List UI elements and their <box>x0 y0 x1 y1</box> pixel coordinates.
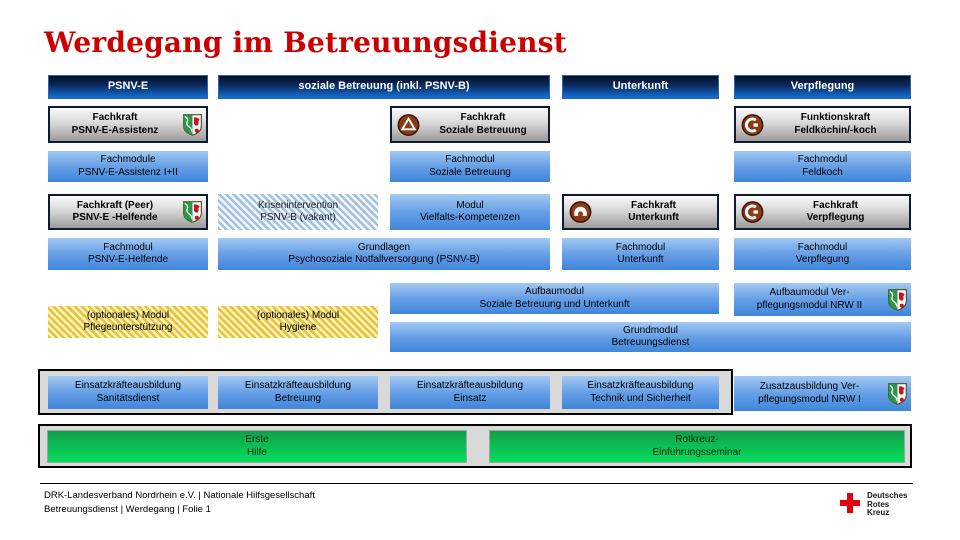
box-eka-technik-und-sicherheit <box>562 376 719 409</box>
box-line-2: Vielfalts-Kompetenzen <box>420 212 520 223</box>
box-line-1: Krisenintervention <box>257 199 339 211</box>
logo-word-3: Kreuz <box>867 508 890 518</box>
footer-line-1: DRK-Landesverband Nordrhein e.V. | Nationale Hilfsgesellschaft <box>44 490 315 501</box>
box-fachmodul-soziale-betreuung <box>390 151 550 182</box>
nrw-coat-of-arms-icon <box>888 289 907 311</box>
column-header-label: Unterkunft <box>612 80 669 93</box>
box-erste-hilfe <box>47 430 467 463</box>
box-fachmodul-verpflegung <box>734 238 911 270</box>
box-line-2: PSNV-B (vakant) <box>260 212 336 223</box>
box-label <box>390 286 719 311</box>
box-line-1: Fachkraft <box>460 112 506 123</box>
box-line-1: Grundlagen <box>357 241 411 253</box>
box-fachmodul-unterkunft <box>562 238 719 270</box>
box-line-2: Verpflegung <box>795 254 850 265</box>
box-modul-vielfalts-kompetenzen <box>390 194 550 230</box>
box-label <box>390 380 550 405</box>
box-line-1: Erste <box>245 434 269 445</box>
box-line-1: Fachkraft <box>92 112 138 123</box>
box-label <box>390 154 550 179</box>
box-line-2: Soziale Betreuung <box>439 124 527 136</box>
box-line-1: Fachmodule <box>100 154 156 165</box>
box-line-1: Fachmodul <box>103 241 153 253</box>
box-line-1: Fachmodul <box>797 154 848 165</box>
logo-word-2: Rotes <box>867 499 890 509</box>
box-label <box>390 325 911 350</box>
nrw-coat-of-arms-icon <box>183 201 202 223</box>
drk-logo <box>839 492 907 519</box>
box-label <box>48 380 208 405</box>
box-line-2: pflegungsmodul NRW I <box>758 393 861 405</box>
column-header-label: PSNV-E <box>107 80 149 93</box>
box-line-1: Modul <box>456 199 484 211</box>
unterkunft-shelter-badge-icon <box>569 201 592 224</box>
box-line-2: Hilfe <box>246 446 267 458</box>
box-label <box>734 154 911 179</box>
box-line-1: (optionales) Modul <box>256 309 340 321</box>
box-line-2: PSNV-E-Assistenz I+II <box>78 166 178 178</box>
box-line-1: Einsatzkräfteausbildung <box>74 380 182 391</box>
box-fachmodul-psnv-e-helfende <box>48 238 208 270</box>
betreuung-triangle-badge-icon <box>397 113 420 136</box>
box-line-1: Einsatzkräfteausbildung <box>416 380 524 391</box>
box-line-1: Grundmodul <box>622 324 679 336</box>
box-line-1: Fachmodul <box>445 154 495 165</box>
footer-divider <box>40 483 913 484</box>
box-label <box>218 200 378 225</box>
box-line-1: Zusatzausbildung Ver- <box>759 381 860 392</box>
box-label <box>762 200 909 225</box>
box-funktionskraft-feldkoechin <box>734 106 911 143</box>
box-aufbaumodul-verpflegungsmodul-nrw-2 <box>734 283 911 316</box>
box-label <box>734 242 911 267</box>
column-header-label: Verpflegung <box>790 80 855 93</box>
box-fachkraft-unterkunft <box>562 194 719 230</box>
box-label <box>50 112 180 137</box>
box-line-1: Rotkreuz- <box>675 434 719 445</box>
box-line-1: Fachkraft (Peer) <box>76 199 154 211</box>
box-label <box>48 154 208 179</box>
box-fachkraft-peer-psnv-e-helfende <box>48 194 208 230</box>
column-header-unterkunft <box>562 75 719 99</box>
box-line-2: Feldköchin/-koch <box>794 124 877 136</box>
box-label <box>490 434 904 459</box>
column-header-verpflegung <box>734 75 911 99</box>
box-line-1: Einsatzkräfteausbildung <box>587 380 694 391</box>
box-label <box>418 112 548 137</box>
box-grundmodul-betreuungsdienst <box>390 322 911 352</box>
box-fachkraft-psnv-e-assistenz <box>48 106 208 143</box>
logo-word-1: Deutsches <box>867 491 908 500</box>
column-header-soziale-betreuung <box>218 75 550 99</box>
box-label <box>590 200 717 225</box>
verpflegung-ladle-badge-icon <box>741 201 764 224</box>
page-title: Werdegang im Betreuungsdienst <box>44 26 567 59</box>
box-label <box>50 200 180 225</box>
box-line-2: Feldkoch <box>802 166 843 178</box>
column-header-label: soziale Betreuung (inkl. PSNV-B) <box>298 80 470 93</box>
box-line-1: (optionales) Modul <box>86 309 170 321</box>
box-line-2: Psychosoziale Notfallversorgung (PSNV-B) <box>288 254 480 265</box>
box-line-1: Fachmodul <box>615 241 666 253</box>
box-line-1: Funktionskraft <box>800 112 871 123</box>
box-label <box>734 287 885 312</box>
box-line-2: pflegungsmodul NRW II <box>756 299 863 311</box>
box-fachmodule-psnv-e-assistenz <box>48 151 208 182</box>
box-line-1: Fachkraft <box>812 199 858 211</box>
box-label <box>48 242 208 267</box>
box-line-2: PSNV-E -Helfende <box>72 212 158 223</box>
box-line-2: Verpflegung <box>806 212 865 223</box>
box-aufbaumodul-soziale-betreuung-und-unterkunft <box>390 283 719 314</box>
box-label <box>218 380 378 405</box>
box-line-2: Soziale Betreuung <box>429 166 511 178</box>
box-label <box>562 242 719 267</box>
box-eka-sanitaetsdienst <box>48 376 208 409</box>
drk-logo-wordmark <box>867 492 907 518</box>
box-line-2: Einführungsseminar <box>652 446 742 458</box>
box-line-1: Aufbaumodul Ver- <box>769 287 850 298</box>
box-fachmodul-feldkoch <box>734 151 911 182</box>
box-line-2: Soziale Betreuung und Unterkunft <box>479 298 630 310</box>
box-line-1: Einsatzkräfteausbildung <box>244 380 352 391</box>
box-line-1: Fachmodul <box>797 241 848 253</box>
box-grundlagen-psnv-b <box>218 238 550 270</box>
box-line-1: Fachkraft <box>630 199 676 211</box>
box-line-2: Sanitätsdienst <box>96 392 160 404</box>
box-label <box>734 381 885 406</box>
box-line-2: Betreuungsdienst <box>611 337 690 348</box>
column-header-psnv-e <box>48 75 208 99</box>
box-line-2: PSNV-E-Assistenz <box>71 124 159 136</box>
box-line-2: Hygiene <box>279 322 317 333</box>
nrw-coat-of-arms-icon <box>183 114 202 136</box>
box-rotkreuz-einfuehrungsseminar <box>489 430 905 463</box>
nrw-coat-of-arms-icon <box>888 383 907 405</box>
box-label <box>218 242 550 267</box>
verpflegung-ladle-badge-icon <box>741 113 764 136</box>
box-line-2: Technik und Sicherheit <box>590 392 691 404</box>
box-line-2: PSNV-E-Helfende <box>87 254 169 265</box>
box-label <box>562 380 719 405</box>
box-label <box>48 434 466 459</box>
box-optionales-modul-hygiene <box>218 306 378 338</box>
box-line-1: Aufbaumodul <box>525 286 584 297</box>
box-label <box>48 310 208 335</box>
footer-line-2: Betreuungsdienst | Werdegang | Folie 1 <box>44 504 211 516</box>
box-label <box>218 310 378 335</box>
box-optionales-modul-pflegeunterstuetzung <box>48 306 208 338</box>
footer-text <box>44 489 315 518</box>
box-line-2: Betreuung <box>274 392 322 404</box>
red-cross-icon <box>839 492 861 519</box>
box-line-2: Unterkunft <box>628 212 679 223</box>
box-line-2: Unterkunft <box>617 254 664 265</box>
box-krisenintervention-psnv-b-vakant <box>218 194 378 230</box>
box-label <box>390 200 550 225</box>
box-line-2: Einsatz <box>453 392 487 404</box>
box-label <box>762 112 909 137</box>
box-line-2: Pflegeunterstützung <box>83 322 173 333</box>
box-fachkraft-verpflegung <box>734 194 911 230</box>
box-fachkraft-soziale-betreuung <box>390 106 550 143</box>
box-eka-einsatz <box>390 376 550 409</box>
box-eka-betreuung <box>218 376 378 409</box>
box-zusatzausbildung-verpflegungsmodul-nrw-1 <box>734 376 911 411</box>
